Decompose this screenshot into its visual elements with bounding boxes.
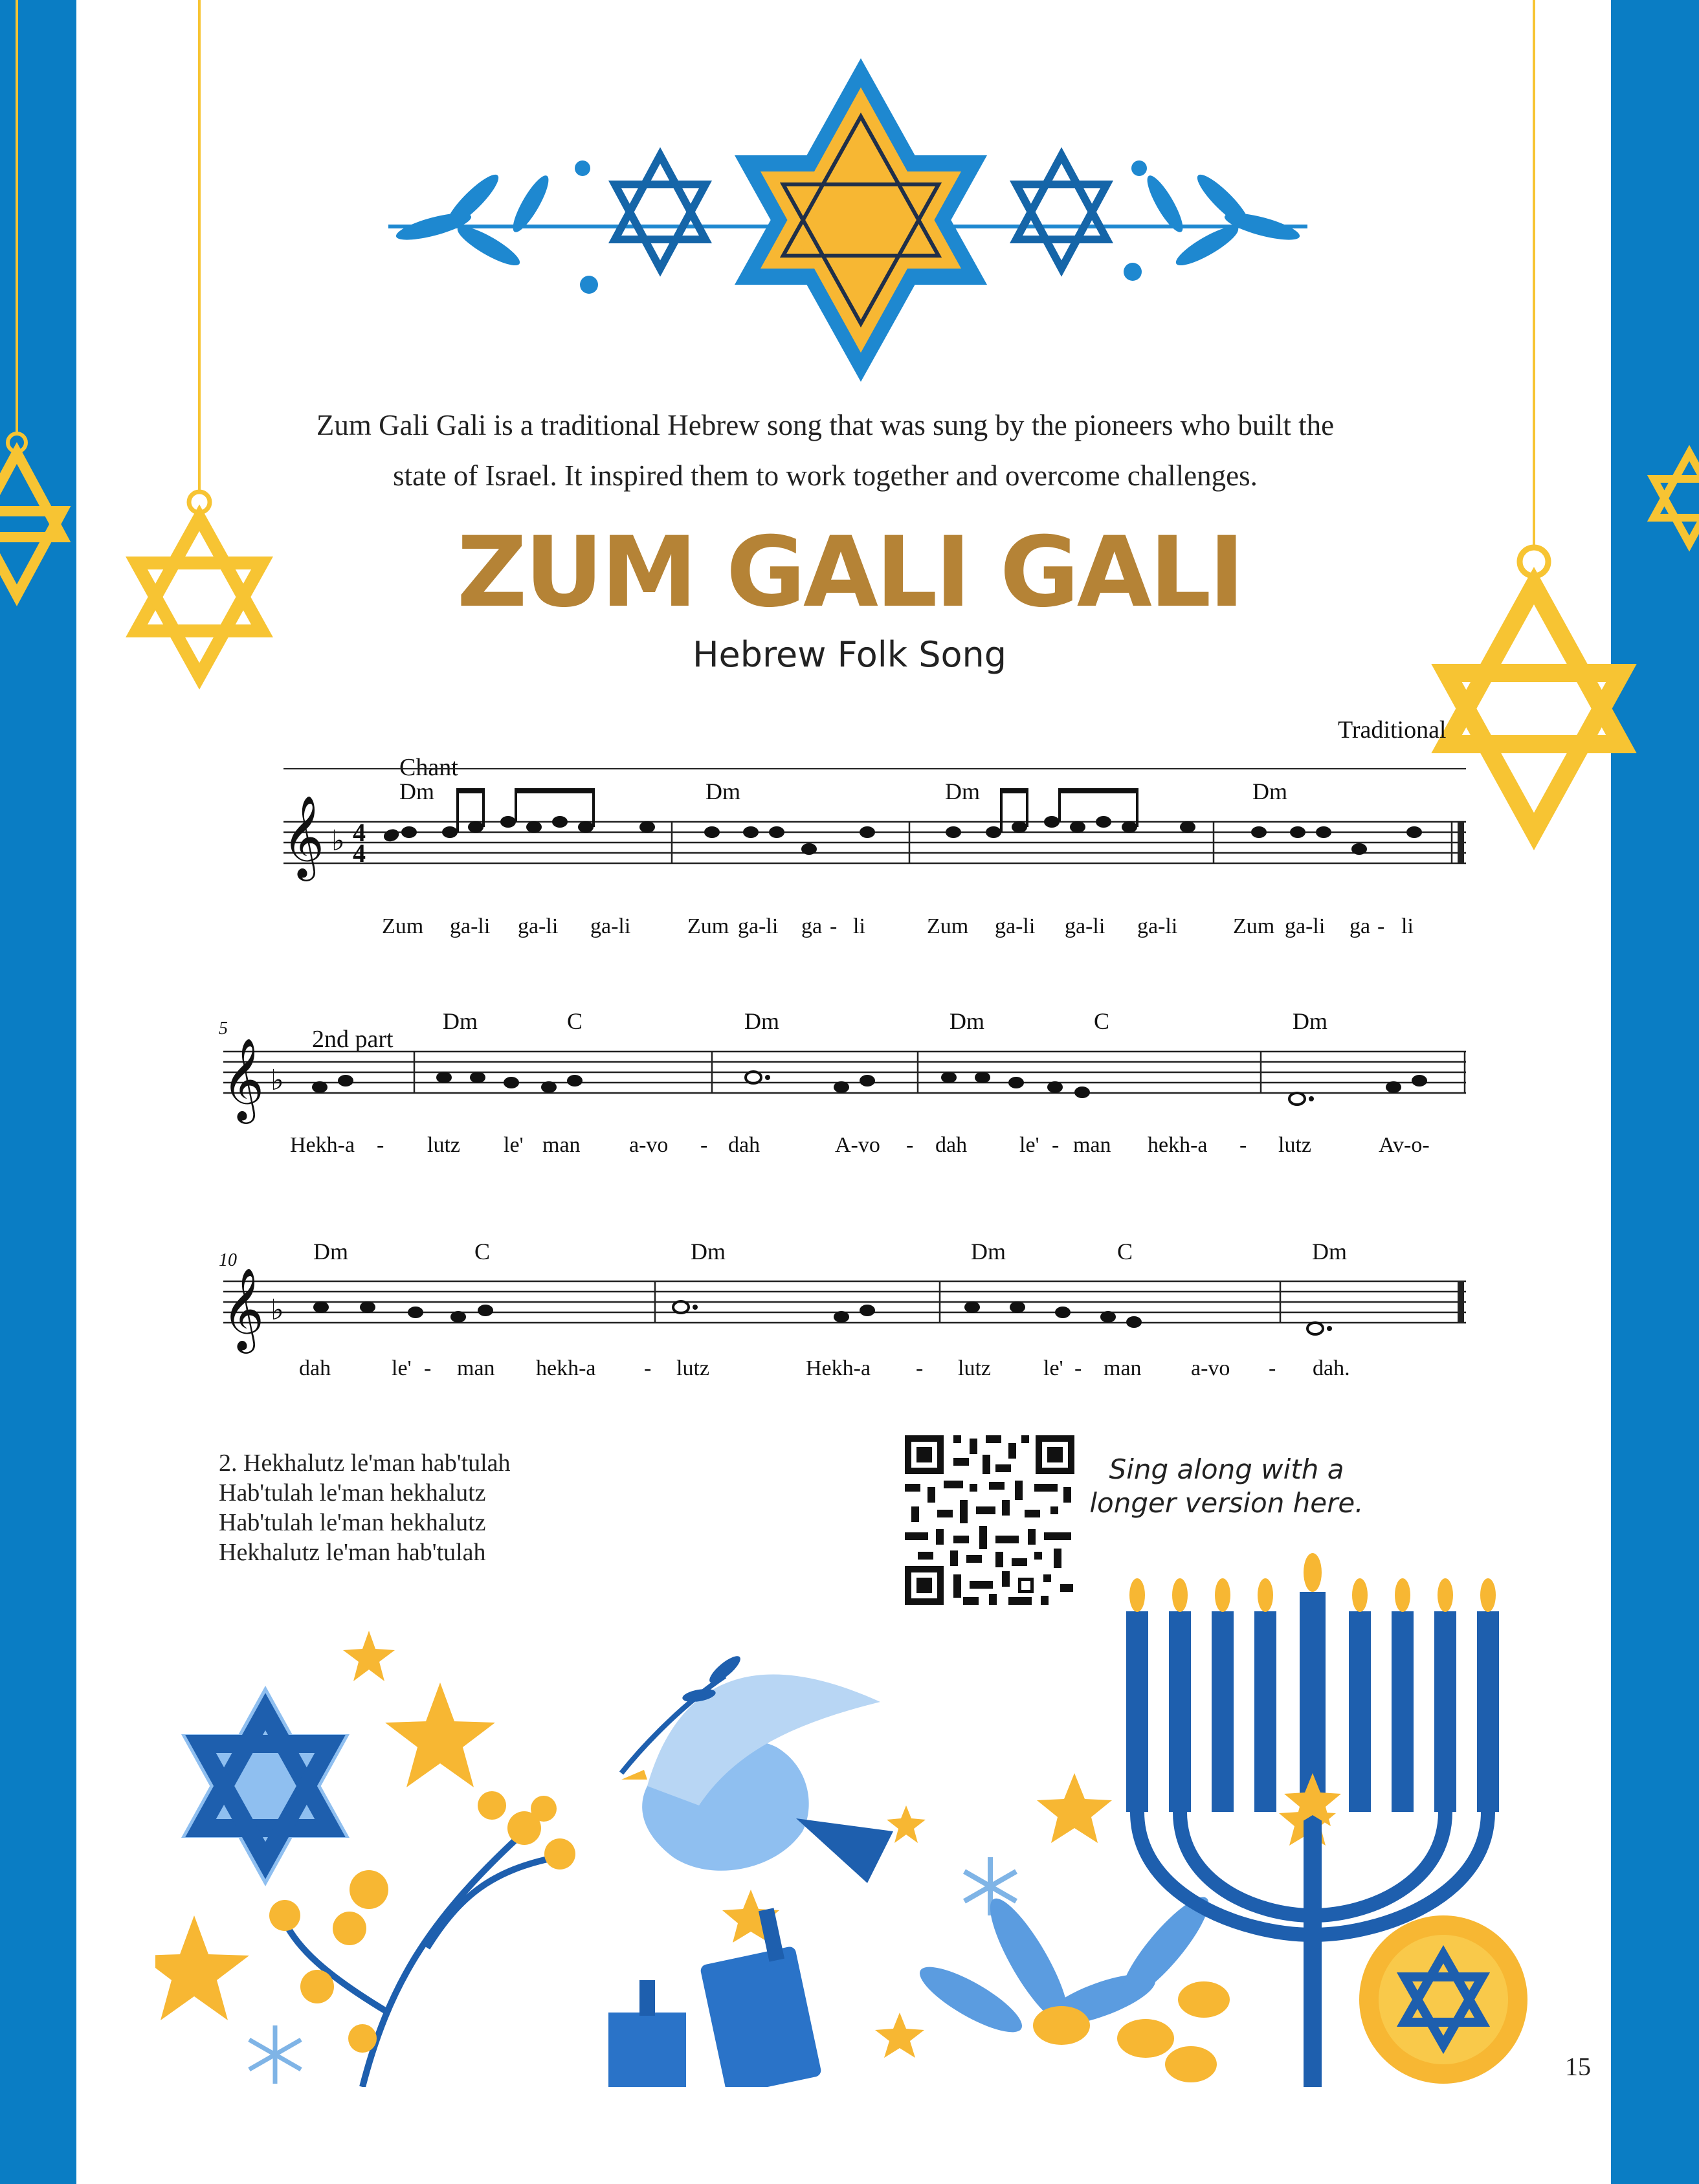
lyric: le' [1043, 1356, 1063, 1380]
lyric: ga-li [590, 914, 631, 938]
section-label-chant: Chant [399, 754, 458, 781]
lyric: li [853, 914, 865, 938]
hanukkah-illustration [155, 1534, 1531, 2087]
lyric: man [542, 1133, 581, 1157]
star-icon [875, 2013, 924, 2058]
lyric: dah [299, 1356, 331, 1380]
lyric: - [1269, 1356, 1276, 1380]
lyric: - [906, 1133, 914, 1157]
chord-symbol: Dm [1312, 1239, 1347, 1264]
lyric: dah [935, 1133, 968, 1157]
star-icon [343, 1631, 395, 1681]
lyric: lutz [958, 1356, 991, 1380]
lyric: dah [728, 1133, 761, 1157]
verse-line: Hekhalutz le'man hab'tulah [219, 1539, 486, 1566]
lyric: man [1104, 1356, 1142, 1380]
lyric: - [377, 1133, 384, 1157]
lyric: lutz [676, 1356, 709, 1380]
lyric: Hekh-a [806, 1356, 871, 1380]
lyric: Zum [927, 914, 969, 938]
lyric: ga-li [518, 914, 559, 938]
lyric: ga-li [1065, 914, 1105, 938]
dreidel-icon [608, 1980, 686, 2087]
chord-symbol: Dm [1293, 1008, 1327, 1034]
qr-caption-line-1: Sing along with a [1109, 1453, 1344, 1485]
lyric: - [1377, 914, 1385, 938]
snowflake-icon [249, 2025, 301, 2084]
chord-symbol: C [567, 1008, 583, 1034]
lyric: li [1401, 914, 1414, 938]
page-number: 15 [1565, 2052, 1591, 2081]
lyric: lutz [1278, 1133, 1311, 1157]
time-signature-top: 4 [353, 818, 366, 847]
chord-symbol: C [1117, 1239, 1133, 1264]
lyric: le' [504, 1133, 524, 1157]
notes-system-2 [312, 1072, 1427, 1105]
lyric: lutz [427, 1133, 460, 1157]
chord-symbol: Dm [313, 1239, 348, 1264]
lyric: - [644, 1356, 652, 1380]
verse-line: Hab'tulah le'man hekhalutz [219, 1479, 486, 1506]
lyric: man [1073, 1133, 1111, 1157]
intro-line-2: state of Israel. It inspired them to work together and overcome challenges. [393, 459, 1258, 492]
dove-icon [621, 1652, 893, 1883]
lyric: ga-li [738, 914, 779, 938]
lyric: A-vo [835, 1133, 880, 1157]
qr-caption-line-2: longer version here. [1089, 1487, 1364, 1519]
chord-symbol: Dm [945, 778, 980, 804]
star-of-david-icon [735, 58, 987, 382]
sheet-music [0, 699, 1699, 1411]
lyric: man [457, 1356, 495, 1380]
flat-key-signature-icon: ♭ [331, 825, 345, 857]
chord-symbol: Dm [691, 1239, 726, 1264]
lyric: - [1052, 1133, 1060, 1157]
lyric: hekh-a [1148, 1133, 1208, 1157]
lyric: le' [1019, 1133, 1039, 1157]
treble-clef-icon: 𝄞 [222, 1040, 265, 1119]
gelt-coin-icon [1359, 1915, 1527, 2084]
star-of-david-icon [615, 155, 705, 269]
lyric: - [424, 1356, 432, 1380]
chord-symbol: Dm [705, 778, 740, 804]
lyric: - [916, 1356, 924, 1380]
chord-symbol: Dm [949, 1008, 984, 1034]
chord-symbol: Dm [1252, 778, 1287, 804]
intro-line-1: Zum Gali Gali is a traditional Hebrew song that was sung by the pioneers who built the [316, 409, 1335, 441]
verse-line: 2. Hekhalutz le'man hab'tulah [219, 1450, 511, 1477]
lyric: ga-li [995, 914, 1036, 938]
star-icon [1037, 1773, 1112, 1843]
star-icon [887, 1805, 926, 1843]
lyric: hekh-a [536, 1356, 596, 1380]
song-subtitle: Hebrew Folk Song [692, 634, 1007, 675]
treble-clef-icon: 𝄞 [282, 797, 325, 876]
lyric: - [700, 1133, 708, 1157]
lyric: le' [392, 1356, 412, 1380]
lyric: - [1074, 1356, 1082, 1380]
star-of-david-icon [1016, 155, 1107, 269]
chord-symbol: C [474, 1239, 491, 1264]
composer-label: Traditional [1338, 716, 1447, 744]
lyric: Hekh-a [290, 1133, 355, 1157]
notes-system-3 [313, 1301, 1332, 1334]
intro-paragraph [194, 400, 1456, 501]
song-title: ZUM GALI GALI [456, 516, 1243, 629]
chord-symbol: Dm [443, 1008, 478, 1034]
lyric: ga-li [1137, 914, 1178, 938]
treble-clef-icon: 𝄞 [222, 1270, 265, 1349]
staff-system-2 [219, 1008, 1466, 1157]
star-of-david-icon [181, 1686, 350, 1886]
lyric: ga-li [1285, 914, 1326, 938]
chord-symbol: C [1094, 1008, 1110, 1034]
lyric: Zum [382, 914, 424, 938]
lyric: Zum [687, 914, 729, 938]
staff-system-3 [219, 1239, 1466, 1380]
measure-number: 10 [219, 1250, 237, 1270]
staff-system-1 [282, 754, 1466, 938]
verse-line: Hab'tulah le'man hekhalutz [219, 1509, 486, 1536]
chord-symbol: Dm [744, 1008, 779, 1034]
lyric: dah. [1313, 1356, 1350, 1380]
flat-key-signature-icon: ♭ [271, 1294, 284, 1326]
star-icon [385, 1682, 495, 1787]
chord-symbol: Dm [399, 778, 434, 804]
flat-key-signature-icon: ♭ [271, 1064, 284, 1096]
lyric: - [1239, 1133, 1247, 1157]
lyric: ga [1349, 914, 1371, 938]
measure-number: 5 [219, 1019, 228, 1039]
qr-caption [1074, 1453, 1379, 1520]
section-label-2nd-part: 2nd part [312, 1026, 394, 1053]
lyric: a-vo [629, 1133, 669, 1157]
time-signature-bottom: 4 [353, 839, 366, 868]
lyric: ga [801, 914, 823, 938]
lyric: a-vo [1191, 1356, 1230, 1380]
chord-symbol: Dm [971, 1239, 1006, 1264]
lyric: Av-o- [1379, 1133, 1430, 1157]
lyric: ga-li [450, 914, 491, 938]
lyric: Zum [1233, 914, 1275, 938]
lyric: - [830, 914, 838, 938]
star-ornament-banner [375, 52, 1320, 388]
star-icon [155, 1915, 249, 2020]
